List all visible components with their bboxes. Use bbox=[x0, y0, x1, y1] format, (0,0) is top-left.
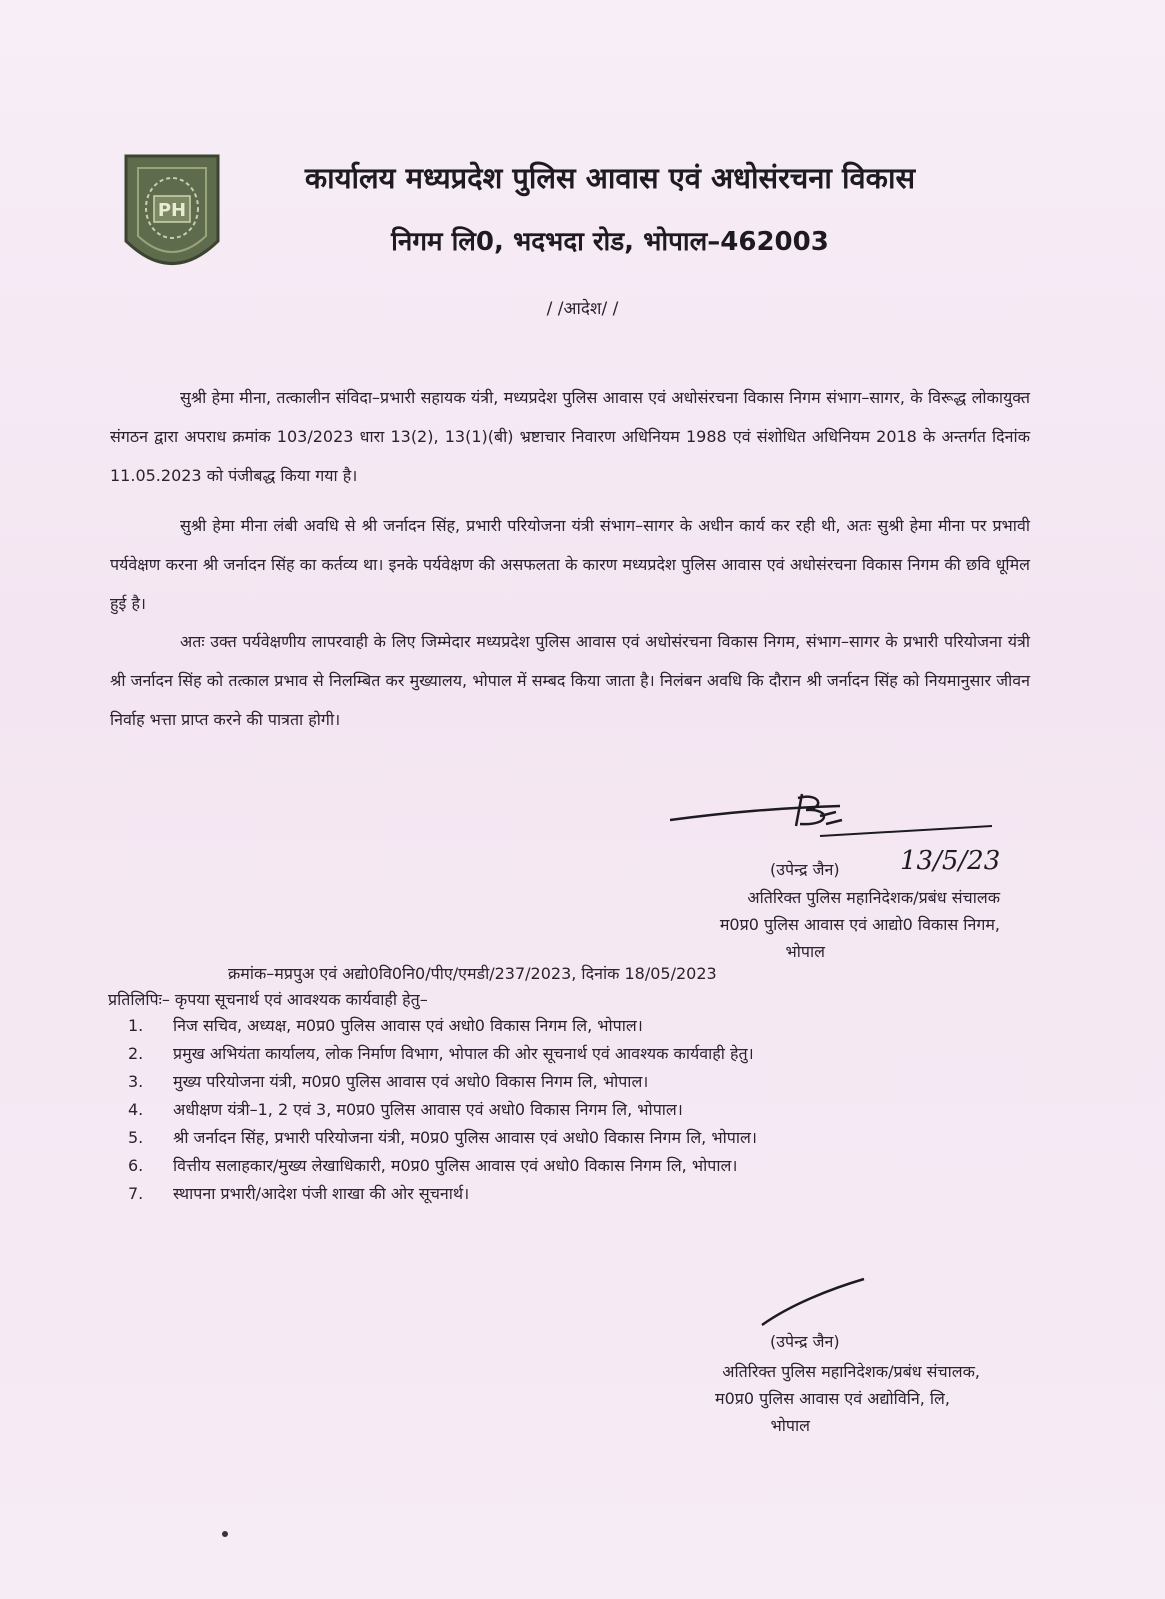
order-title: / /आदेश/ / bbox=[546, 299, 619, 319]
corporation-logo bbox=[118, 146, 226, 284]
list-item: 6. वित्तीय सलाहकार/मुख्य लेखाधिकारी, म0प्र0 पुलिस आवास एवं अधो0 विकास निगम लि, भोपाल। bbox=[128, 1156, 738, 1175]
designation-line: भोपाल bbox=[770, 1416, 810, 1435]
designation-line: म0प्र0 पुलिस आवास एवं अद्योविनि, लि, bbox=[715, 1389, 950, 1408]
designation-line: अतिरिक्त पुलिस महानिदेशक/प्रबंध संचालक bbox=[747, 888, 1000, 907]
signatory-name-1: (उपेन्द्र जैन) bbox=[770, 860, 840, 879]
list-item: 4. अधीक्षण यंत्री–1, 2 एवं 3, म0प्र0 पुलिस आवास एवं अधो0 विकास निगम लि, भोपाल। bbox=[128, 1100, 683, 1119]
handwritten-date: 13/5/23 bbox=[900, 846, 1001, 876]
list-item: 1. निज सचिव, अध्यक्ष, म0प्र0 पुलिस आवास एवं अधो0 विकास निगम लि, भोपाल। bbox=[128, 1016, 643, 1035]
list-item: 7. स्थापना प्रभारी/आदेश पंजी शाखा की ओर सूचनार्थ। bbox=[128, 1184, 470, 1203]
paper-speck bbox=[222, 1531, 228, 1537]
paragraph-1: सुश्री हेमा मीना, तत्कालीन संविदा–प्रभारी सहायक यंत्री, मध्यप्रदेश पुलिस आवास एवं अधोसंरचना विकास निगम संभाग–सागर, के विरूद्ध लोकायुक्त संगठन द्वारा अपराध क्रमांक 103/2023 धारा 13(2), 13(1)(बी) भ्रष्टाचार निवारण अधिनियम 1988 एवं संशोधित अधिनियम 2018 के अन्तर्गत दिनांक 11.05.2023 को पंजीबद्ध किया गया है। bbox=[110, 388, 1030, 485]
designation-line: म0प्र0 पुलिस आवास एवं आद्यो0 विकास निगम, bbox=[719, 915, 1000, 934]
header-line-1: कार्यालय मध्यप्रदेश पुलिस आवास एवं अधोसंरचना विकास bbox=[304, 161, 916, 195]
paragraph-2: सुश्री हेमा मीना लंबी अवधि से श्री जर्नादन सिंह, प्रभारी परियोजना यंत्री संभाग–सागर के अधीन कार्य कर रही थी, अतः सुश्री हेमा मीना पर प्रभावी पर्यवेक्षण करना श्री जर्नादन सिंह का कर्तव्य था। इनके पर्यवेक्षण की असफलता के कारण मध्यप्रदेश पुलिस आवास एवं अधोसंरचना विकास निगम की छवि धूमिल हुई है। bbox=[110, 516, 1030, 613]
list-item: 3. मुख्य परियोजना यंत्री, म0प्र0 पुलिस आवास एवं अधो0 विकास निगम लि, भोपाल। bbox=[128, 1072, 649, 1091]
list-item: 2. प्रमुख अभियंता कार्यालय, लोक निर्माण विभाग, भोपाल की ओर सूचनार्थ एवं आवश्यक कार्यवाही हेतु। bbox=[128, 1044, 754, 1063]
copy-to-list bbox=[128, 1012, 1008, 1208]
signatory-designation-2 bbox=[560, 1358, 980, 1439]
paragraph-3: अतः उक्त पर्यवेक्षणीय लापरवाही के लिए जिम्मेदार मध्यप्रदेश पुलिस आवास एवं अधोसंरचना विकास निगम, संभाग–सागर के प्रभारी परियोजना यंत्री श्री जर्नादन सिंह को तत्काल प्रभाव से निलम्बित कर मुख्यालय, भोपाल में सम्बद किया जाता है। निलंबन अवधि कि दौरान श्री जर्नादन सिंह को नियमानुसार जीवन निर्वाह भत्ता प्राप्त करने की पात्रता होगी। bbox=[110, 632, 1030, 729]
designation-line: भोपाल bbox=[785, 942, 825, 961]
signatory-name-2: (उपेन्द्र जैन) bbox=[770, 1332, 840, 1351]
list-item: 5. श्री जर्नादन सिंह, प्रभारी परियोजना यंत्री, म0प्र0 पुलिस आवास एवं अधो0 विकास निगम लि, भोपाल। bbox=[128, 1128, 757, 1147]
handwritten-signature-2 bbox=[760, 1275, 870, 1335]
signatory-designation-1 bbox=[580, 884, 1000, 965]
designation-line: अतिरिक्त पुलिस महानिदेशक/प्रबंध संचालक, bbox=[722, 1362, 980, 1381]
reference-number: क्रमांक–मप्रपुअ एवं अद्यो0वि0नि0/पीए/एमडी/237/2023, दिनांक 18/05/2023 bbox=[228, 964, 717, 983]
svg-text:PH: PH bbox=[157, 200, 187, 221]
copy-to-heading: प्रतिलिपिः– कृपया सूचनार्थ एवं आवश्यक कार्यवाही हेतु– bbox=[108, 990, 428, 1009]
header-line-2: निगम लि0, भदभदा रोड, भोपाल–462003 bbox=[391, 227, 829, 257]
